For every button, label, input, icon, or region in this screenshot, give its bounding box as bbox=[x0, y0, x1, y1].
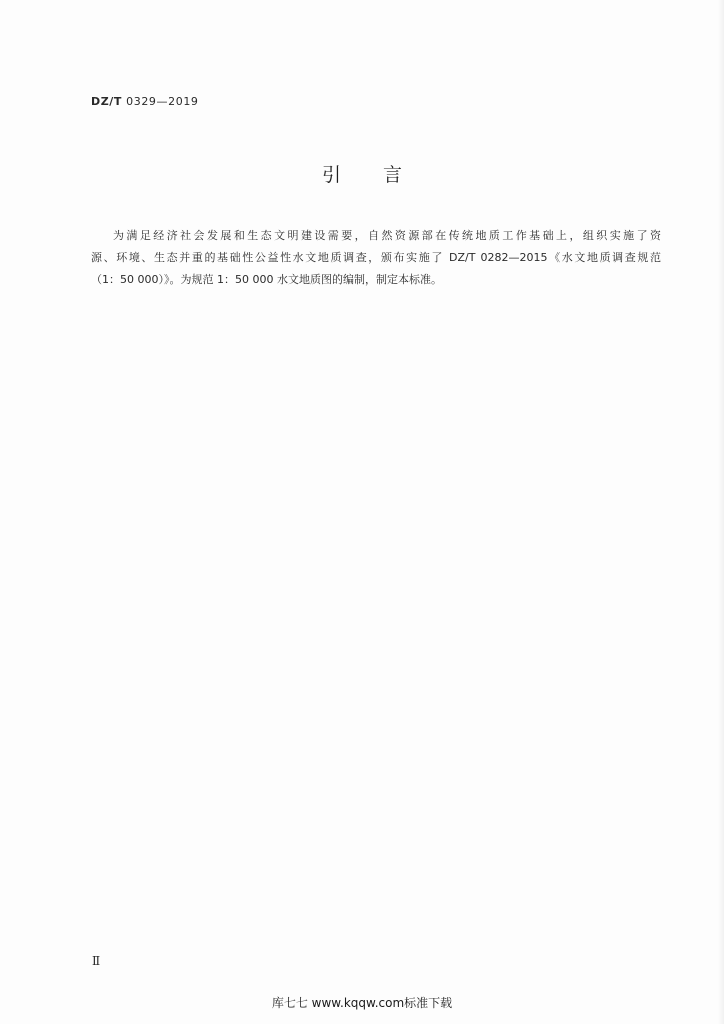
paragraph-line-2: 源、环境、生态并重的基础性公益性水文地质调查，颁布实施了 DZ/T 0282—2015《水文地质调查规范 bbox=[91, 251, 661, 264]
intro-paragraph bbox=[91, 225, 661, 291]
page-edge-shadow bbox=[718, 0, 724, 1024]
download-watermark: 库七七 www.kqqw.com标准下载 bbox=[271, 996, 453, 1010]
section-heading bbox=[0, 160, 724, 187]
page-number: Ⅱ bbox=[92, 954, 101, 968]
paragraph-line-1: 为满足经济社会发展和生态文明建设需要，自然资源部在传统地质工作基础上，组织实施了资 bbox=[113, 229, 661, 242]
standard-code-number: 0329—2019 bbox=[126, 95, 199, 108]
heading-char-1: 引 bbox=[321, 164, 341, 186]
heading-char-2: 言 bbox=[383, 164, 403, 186]
standard-code-header bbox=[91, 95, 199, 108]
paragraph-line-3: （1：50 000）》。为规范 1：50 000 水文地质图的编制，制定本标准。 bbox=[91, 273, 442, 286]
standard-code-prefix: DZ/T bbox=[91, 95, 123, 108]
